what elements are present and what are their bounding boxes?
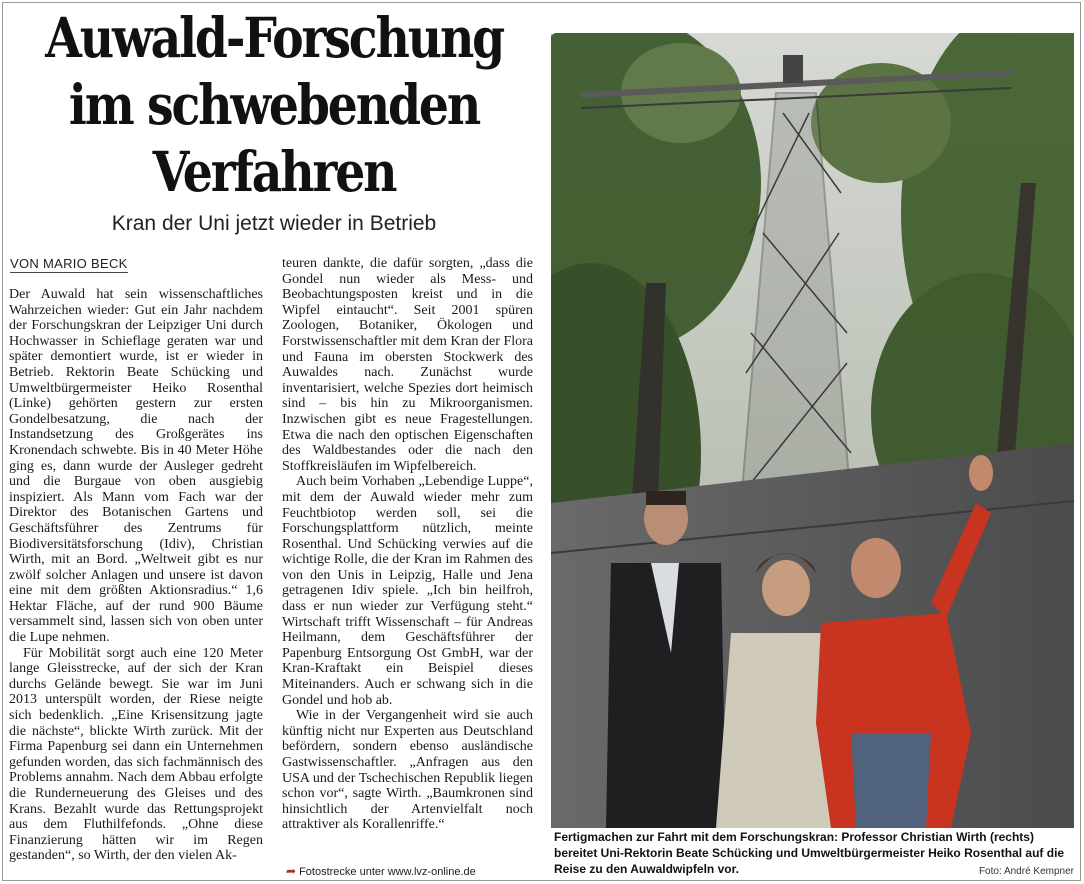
paragraph: Der Auwald hat sein wissenschaftliches Wahrzeichen wieder: Gut ein Jahr nachdem der Forschungskran der Leipziger Uni durch Hochwasser in Schieflage geraten war und später demontiert wurde, ist er wieder in Betrieb. Rektorin Beate Schücking und Umweltbürgermeister Heiko Rosenthal (Linke) gehörten gestern zur ersten Gondelbesatzung, die nach der Instandsetzung des Großgerätes ins Kronendach schwebte. Bis in 40 Meter Höhe ging es, dann wurde der Ausleger gedreht und die Burgaue von oben ausgiebig inspiziert. Als Mann vom Fach war der Direktor des Botanischen Gartens und Geschäftsführer des Zentrums für Biodiversitätsforschung (Idiv), Christian Wirth, mit an Bord. „Weltweit gibt es nur zwölf solcher Anlagen und unsere ist davon eine mit dem größten Aktionsradius.“ 1,6 Hektar Fläche, auf der rund 900 Bäume versammelt sind, lassen sich von oben unter die Lupe nehmen. <box>9 287 263 646</box>
arrow-icon: ➦ <box>286 864 297 878</box>
article-photo <box>551 33 1074 828</box>
headline-line-3: Verfahren <box>152 139 396 204</box>
headline-line-2: im schwebenden <box>68 72 480 137</box>
article-headline <box>45 4 503 205</box>
paragraph: Auch beim Vorhaben „Lebendige Luppe“, mit dem der Auwald wieder mehr zum Feuchtbiotop werden soll, sei die Forschungsplattform nützlich, meinte Rosenthal. Und Schücking verwies auf die wichtige Rolle, die der Kran im Rahmen des von den Unis in Leipzig, Halle und Jena getragenen Idiv spiele. „Ich bin heilfroh, dass er nun wieder zur Verfügung steht.“ Wirtschaft trifft Wissenschaft – für Andreas Heilmann, dem Geschäftsführer der Papenburg Entsorgung Ost GmbH, war der Kran-Kraftakt ein Beispiel dieses Miteinanders. Auch er schwang sich in die Gondel und hob ab. <box>282 474 533 708</box>
article-subheadline: Kran der Uni jetzt wieder in Betrieb <box>111 212 437 235</box>
photo-caption: Fertigmachen zur Fahrt mit dem Forschungskran: Professor Christian Wirth (rechts) bereitet Uni-Rektorin Beate Schücking und Umweltbürgermeister Heiko Rosenthal auf die Reise zu den Auwaldwipfeln vor. <box>554 830 1065 876</box>
paragraph: Wie in der Vergangenheit wird sie auch künftig nicht nur Experten aus Deutschland befördern, sondern ebenso ausländische Gastwissenschaftler. „Anfragen aus den USA und der Tschechischen Republik liegen schon vor“, sagte Wirth. „Baumkronen sind hinsichtlich der Artenvielfalt noch attraktiver als Korallenriffe.“ <box>282 708 533 833</box>
photo-gallery-link-label: Fotostrecke unter www.lvz-online.de <box>299 866 476 878</box>
photo-illustration <box>551 33 1074 828</box>
text-column-1 <box>9 287 263 864</box>
headline-line-1: Auwald-Forschung <box>45 5 504 70</box>
paragraph: teuren dankte, die dafür sorgten, „dass die Gondel nun wieder als Mess- und Beobachtungsposten kreist und in die Wipfel eintaucht“. Seit 2001 spüren Zoologen, Botaniker, Ökologen und Forstwissenschaftler mit dem Kran der Flora und Fauna im obersten Stockwerk des Auwaldes nach. Zunächst wurde inventarisiert, welche Spezies dort heimisch sind – bis hin zu Mikroorganismen. Inzwischen gibt es neue Fragestellungen. Etwa die nach den optischen Eigenschaften des Waldbestandes oder die nach den Stoffkreisläufen im Wipfelbereich. <box>282 256 533 474</box>
byline: VON MARIO BECK <box>10 256 128 271</box>
paragraph: Für Mobilität sorgt auch eine 120 Meter lange Gleisstrecke, auf der sich der Kran durchs Gelände bewegt. Sie war im Juni 2013 unterspült worden, der Riese neigte sich bedenklich. „Eine Krisensitzung jagte die nächste“, blickte Wirth zurück. Mit der Firma Papenburg sei dann ein Unternehmen gefunden worden, das sich fachmännisch des Problems annahm. Nach dem Abbau erfolgte die Runderneuerung des Gleises und des Krans. Bezahlt wurde das Rettungsprojekt aus dem Fluthilfefonds. „Ohne diese Finanzierung hätten wir im Regen gestanden“, so Wirth, der den vielen Ak- <box>9 645 263 864</box>
photo-credit: Foto: André Kempner <box>978 866 1074 877</box>
text-column-2 <box>282 256 533 833</box>
photo-gallery-link[interactable] <box>286 864 476 878</box>
